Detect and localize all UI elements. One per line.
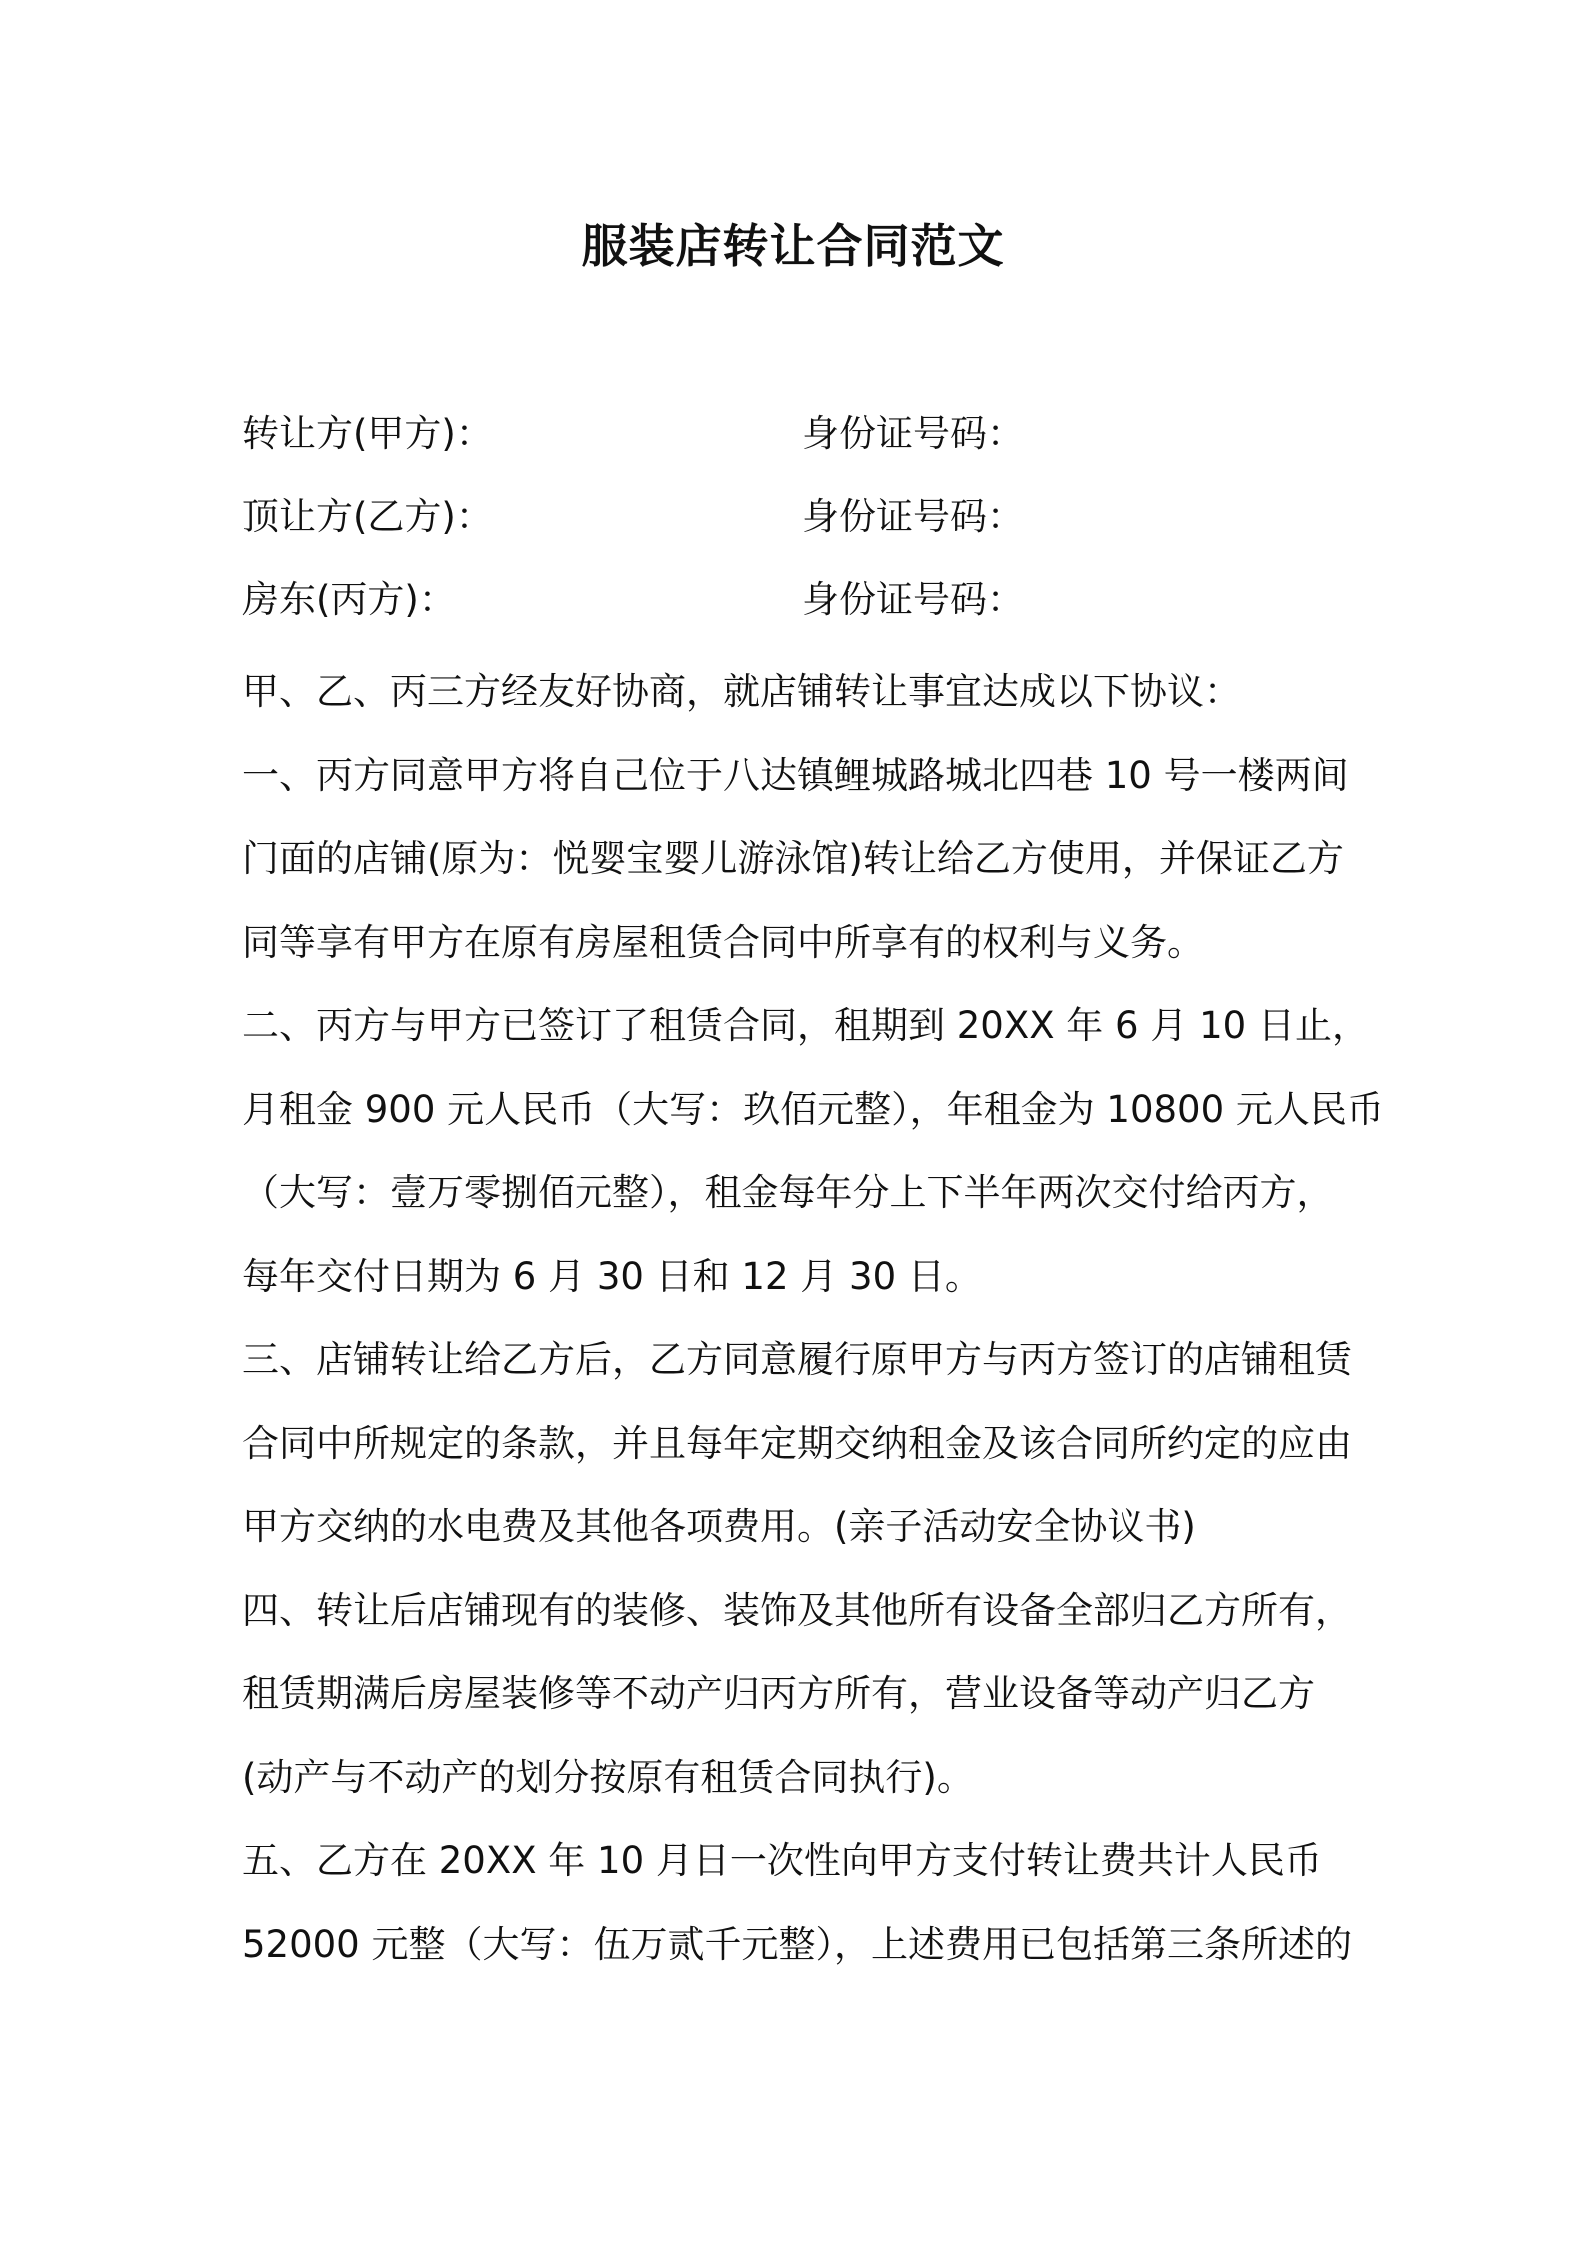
body-line: 甲方交纳的水电费及其他各项费用。(亲子活动安全协议书) — [242, 1505, 1196, 1548]
party-row-transferee — [242, 487, 1352, 547]
party-row-landlord — [242, 570, 1352, 630]
body-line: (动产与不动产的划分按原有租赁合同执行)。 — [242, 1755, 974, 1799]
id-number-label: 身份证号码： — [802, 578, 1024, 621]
body-line: 门面的店铺(原为：悦婴宝婴儿游泳馆)转让给乙方使用，并保证乙方 — [242, 837, 1344, 880]
body-line: 月租金 900 元人民币（大写：玖佰元整），年租金为 10800 元人民币 — [242, 1087, 1384, 1131]
party-label: 房东(丙方)： — [242, 578, 456, 621]
body-line: （大写：壹万零捌佰元整），租金每年分上下半年两次交付给丙方， — [242, 1171, 1334, 1214]
body-line: 租赁期满后房屋装修等不动产归丙方所有，营业设备等动产归乙方 — [242, 1672, 1315, 1715]
contract-body — [242, 650, 1384, 1986]
body-line: 三、店铺转让给乙方后，乙方同意履行原甲方与丙方签订的店铺租赁 — [242, 1338, 1352, 1381]
body-line: 同等享有甲方在原有房屋租赁合同中所享有的权利与义务。 — [242, 920, 1204, 964]
party-row-transferor — [242, 404, 1352, 464]
body-line: 甲、乙、丙三方经友好协商，就店铺转让事宜达成以下协议： — [242, 670, 1241, 713]
party-label: 转让方(甲方)： — [242, 412, 493, 455]
document-title: 服装店转让合同范文 — [581, 219, 1005, 273]
body-line: 一、丙方同意甲方将自己位于八达镇鲤城路城北四巷 10 号一楼两间 — [242, 753, 1349, 797]
id-number-label: 身份证号码： — [802, 412, 1024, 455]
body-line: 五、乙方在 20XX 年 10 月日一次性向甲方支付转让费共计人民币 — [242, 1839, 1322, 1882]
body-line: 合同中所规定的条款，并且每年定期交纳租金及该合同所约定的应由 — [242, 1421, 1352, 1465]
body-line: 二、丙方与甲方已签订了租赁合同，租期到 20XX 年 6 月 10 日止， — [242, 1004, 1369, 1047]
party-label: 顶让方(乙方)： — [242, 495, 493, 538]
id-number-label: 身份证号码： — [802, 495, 1024, 538]
body-line: 四、转让后店铺现有的装修、装饰及其他所有设备全部归乙方所有， — [242, 1588, 1352, 1632]
body-line: 每年交付日期为 6 月 30 日和 12 月 30 日。 — [242, 1254, 982, 1298]
body-line: 52000 元整（大写：伍万贰千元整），上述费用已包括第三条所述的 — [242, 1922, 1352, 1966]
